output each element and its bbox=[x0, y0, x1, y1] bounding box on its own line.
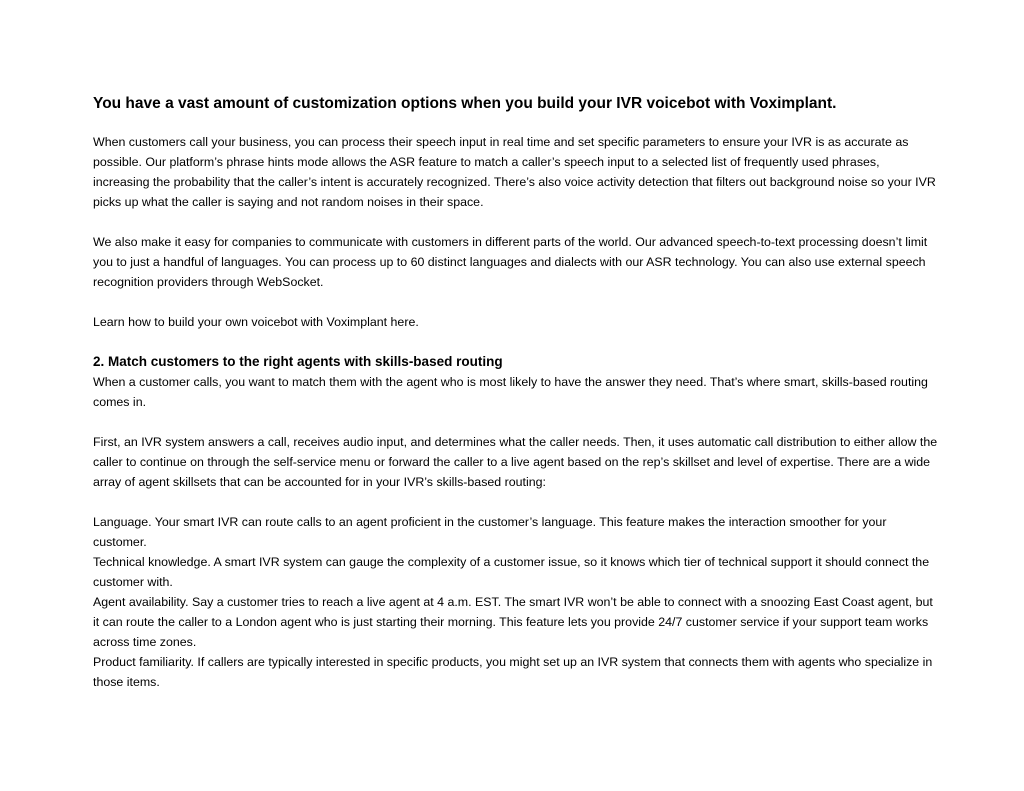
document-title: You have a vast amount of customization options when you build your IVR voicebot with Voximplant. bbox=[93, 95, 837, 112]
section-paragraph-intro: When a customer calls, you want to match them with the agent who is most likely to have the answer they need. That’s where smart, skills-based routing comes in. bbox=[93, 375, 928, 409]
document-page bbox=[93, 92, 939, 692]
intro-paragraph-asr: When customers call your business, you can process their speech input in real time and set specific parameters to ensure your IVR is as accurate as possible. Our platform’s phrase hints mode allows the ASR feature to match a caller’s speech input to a selected list of frequently used phrases, increasing the probability that the caller’s intent is accurately recognized. There’s also voice activity detection that filters out background noise so your IVR picks up what the caller is saying and not random noises in their space. bbox=[93, 135, 936, 209]
intro-paragraph-languages: We also make it easy for companies to communicate with customers in different parts of the world. Our advanced speech-to-text processing doesn’t limit you to just a handful of languages. You can process up to 60 distinct languages and dialects with our ASR technology. You can also use external speech recognition providers through WebSocket. bbox=[93, 235, 928, 289]
skill-item-product-familiarity: Product familiarity. If callers are typically interested in specific products, you might set up an IVR system that connects them with agents who specialize in those items. bbox=[93, 655, 933, 689]
section-paragraph-ivr-process: First, an IVR system answers a call, receives audio input, and determines what the caller needs. Then, it uses automatic call distribution to either allow the caller to continue on through the self-service menu or forward the caller to a live agent based on the rep’s skillset and level of expertise. There are a wide array of agent skillsets that can be accounted for in your IVR’s skills-based routing: bbox=[93, 435, 938, 489]
intro-paragraph-learn-more: Learn how to build your own voicebot with Voximplant here. bbox=[93, 315, 419, 329]
section-heading-skills-routing: 2. Match customers to the right agents with skills-based routing bbox=[93, 354, 503, 369]
skill-item-agent-availability: Agent availability. Say a customer tries to reach a live agent at 4 a.m. EST. The smart IVR won’t be able to connect with a snoozing East Coast agent, but it can route the caller to a London agent who is just starting their morning. This feature lets you provide 24/7 customer service if your support team works across time zones. bbox=[93, 595, 933, 649]
skill-item-language: Language. Your smart IVR can route calls to an agent proficient in the customer’s language. This feature makes the interaction smoother for your customer. bbox=[93, 515, 887, 549]
skill-item-technical-knowledge: Technical knowledge. A smart IVR system can gauge the complexity of a customer issue, so it knows which tier of technical support it should connect the customer with. bbox=[93, 555, 930, 589]
